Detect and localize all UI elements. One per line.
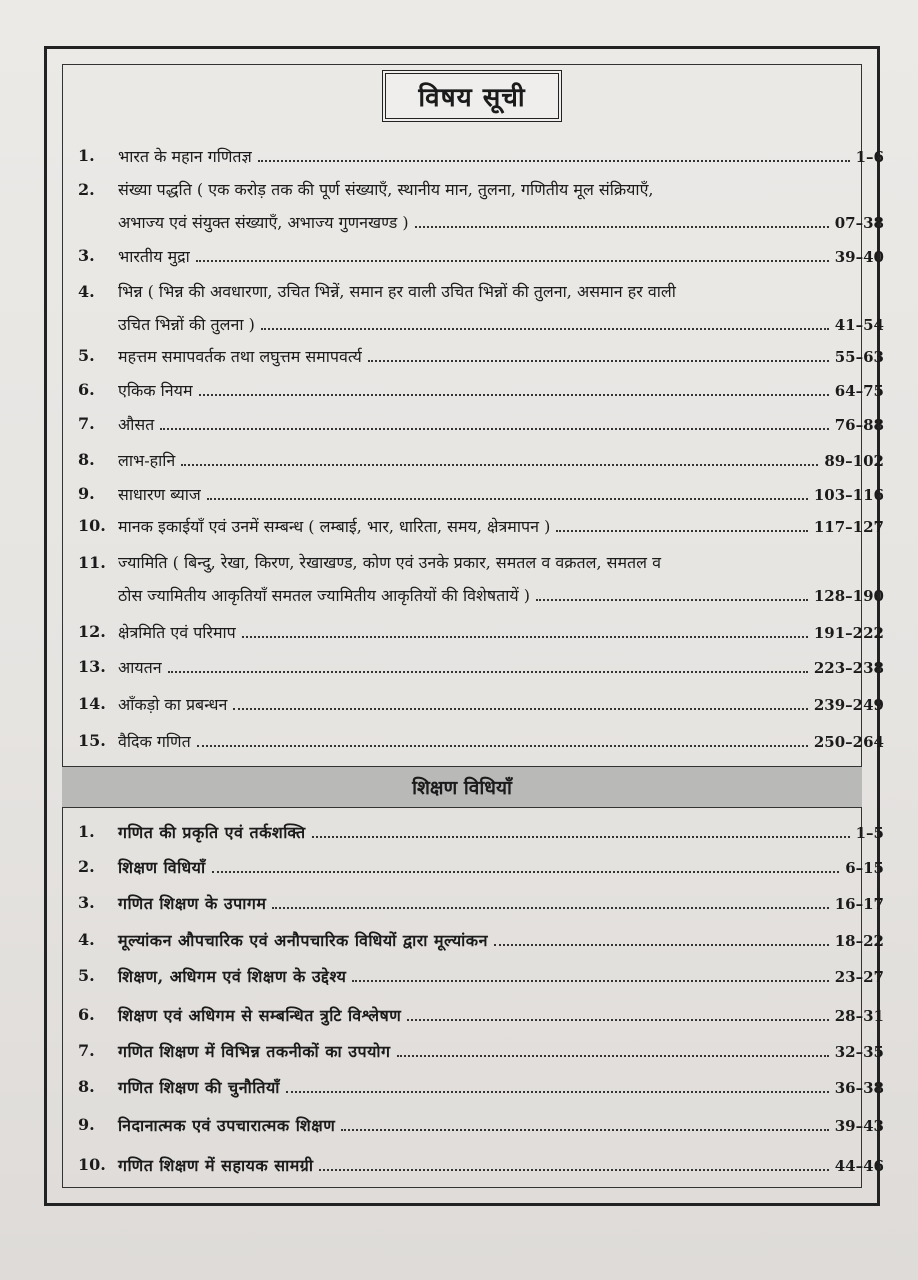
entry-title: आयतन [118, 658, 162, 677]
entry-line [118, 516, 884, 537]
entry-number: 2. [78, 180, 95, 199]
entry-title: गणित की प्रकृति एवं तर्कशक्ति [118, 823, 306, 842]
dot-leader [494, 930, 829, 946]
entry-line [118, 622, 884, 643]
entry-number: 6. [78, 380, 95, 399]
entry-page-range: 41–54 [834, 316, 884, 334]
dot-leader [312, 822, 850, 838]
dot-leader [233, 694, 808, 710]
entry-title: गणित शिक्षण की चुनौतियाँ [118, 1078, 280, 1097]
entry-number: 2. [78, 857, 95, 876]
entry-number: 11. [78, 553, 106, 572]
entry-page-range: 39–40 [834, 248, 884, 266]
entry-line [118, 414, 884, 435]
entry-line [118, 1005, 884, 1026]
entry-page-range: 6–15 [845, 859, 884, 877]
entry-page-range: 89–102 [824, 452, 884, 470]
entry-page-range: 64–75 [834, 382, 884, 400]
dot-leader [181, 450, 818, 466]
entry-number: 8. [78, 1077, 95, 1096]
dot-leader [415, 212, 829, 228]
page-title: विषय सूची [382, 70, 562, 122]
entry-title: संख्या पद्धति ( एक करोड़ तक की पूर्ण संख्याएँ, स्थानीय मान, तुलना, गणितीय मूल संक्रियाएँ, [118, 180, 654, 199]
entry-page-range: 1–6 [855, 148, 884, 166]
entry-number: 8. [78, 450, 95, 469]
entry-page-range: 76–88 [834, 416, 884, 434]
entry-line [118, 1041, 884, 1062]
entry-line [118, 731, 884, 752]
entry-title: गणित शिक्षण में विभिन्न तकनीकों का उपयोग [118, 1042, 391, 1061]
entry-line [118, 966, 884, 987]
entry-page-range: 223–238 [813, 659, 884, 677]
dot-leader [352, 966, 828, 982]
dot-leader [368, 346, 829, 362]
entry-page-range: 28–31 [834, 1007, 884, 1025]
dot-leader [160, 414, 828, 430]
entry-number: 15. [78, 731, 106, 750]
dot-leader [207, 484, 808, 500]
entry-number: 7. [78, 414, 95, 433]
entry-title: साधारण ब्याज [118, 485, 201, 504]
entry-line [118, 1077, 884, 1098]
entry-number: 1. [78, 822, 95, 841]
entry-title: गणित शिक्षण के उपागम [118, 894, 267, 913]
entry-number: 4. [78, 930, 95, 949]
entry-line [118, 893, 884, 914]
entry-page-range: 55–63 [834, 348, 884, 366]
entry-title: भारतीय मुद्रा [118, 247, 190, 266]
entry-title: आँकड़ो का प्रबन्धन [118, 695, 228, 714]
entry-line [118, 553, 884, 573]
entry-page-range: 23–27 [834, 968, 884, 986]
entry-number: 3. [78, 246, 95, 265]
entry-page-range: 117–127 [813, 518, 884, 536]
entry-number: 3. [78, 893, 95, 912]
entry-page-range: 16–17 [834, 895, 884, 913]
entry-title: शिक्षण विधियाँ [118, 858, 206, 877]
entry-title: भिन्न ( भिन्न की अवधारणा, उचित भिन्नें, समान हर वाली उचित भिन्नों की तुलना, असमान हर वाली [118, 282, 676, 301]
dot-leader [272, 893, 828, 909]
entry-title: शिक्षण एवं अधिगम से सम्बन्धित त्रुटि विश्लेषण [118, 1006, 402, 1025]
entry-line [118, 450, 884, 471]
entry-line [118, 857, 884, 878]
entry-line [118, 930, 884, 951]
entry-page-range: 250–264 [813, 733, 884, 751]
entry-title: वैदिक गणित [118, 732, 191, 751]
dot-leader [168, 657, 808, 673]
entry-line [118, 380, 884, 401]
entry-number: 9. [78, 484, 95, 503]
entry-line [118, 146, 884, 167]
dot-leader [197, 731, 808, 747]
entry-number: 10. [78, 516, 106, 535]
entry-page-range: 128–190 [813, 587, 884, 605]
entry-page-range: 39–43 [834, 1117, 884, 1135]
entry-line [118, 1155, 884, 1176]
entry-number: 7. [78, 1041, 95, 1060]
entry-number: 5. [78, 966, 95, 985]
dot-leader [258, 146, 850, 162]
entry-title: निदानात्मक एवं उपचारात्मक शिक्षण [118, 1116, 336, 1135]
entry-title-continued: उचित भिन्नों की तुलना ) [118, 315, 255, 334]
dot-leader [261, 314, 829, 330]
entry-number: 9. [78, 1115, 95, 1134]
entry-title: भारत के महान गणितज्ञ [118, 147, 252, 166]
dot-leader [196, 246, 829, 262]
entry-title: एकिक नियम [118, 381, 193, 400]
entry-title-continued: ठोस ज्यामितीय आकृतियाँ समतल ज्यामितीय आकृतियों की विशेषतायें ) [118, 586, 531, 605]
entry-line [118, 282, 884, 302]
entry-number: 10. [78, 1155, 106, 1174]
dot-leader [556, 516, 808, 532]
dot-leader [319, 1155, 828, 1171]
dot-leader [397, 1041, 829, 1057]
entry-title: गणित शिक्षण में सहायक सामग्री [118, 1156, 314, 1175]
entry-page-range: 32–35 [834, 1043, 884, 1061]
entry-page-range: 36–38 [834, 1079, 884, 1097]
dot-leader [242, 622, 808, 638]
entry-title: मूल्यांकन औपचारिक एवं अनौपचारिक विधियों द्वारा मूल्यांकन [118, 931, 488, 950]
dot-leader [341, 1115, 828, 1131]
entry-number: 14. [78, 694, 106, 713]
entry-page-range: 191–222 [813, 624, 884, 642]
dot-leader [212, 857, 840, 873]
entry-page-range: 07–38 [834, 214, 884, 232]
entry-number: 1. [78, 146, 95, 165]
entry-line [118, 314, 884, 335]
dot-leader [407, 1005, 828, 1021]
entry-title: क्षेत्रमिति एवं परिमाप [118, 623, 236, 642]
entry-title: ज्यामिति ( बिन्दु, रेखा, किरण, रेखाखण्ड, कोण एवं उनके प्रकार, समतल व वक्रतल, समतल व [118, 553, 661, 572]
entry-number: 13. [78, 657, 106, 676]
section-heading-teaching-methods: शिक्षण विधियाँ [62, 766, 862, 808]
entry-number: 4. [78, 282, 95, 301]
entry-number: 12. [78, 622, 106, 641]
entry-title: मानक इकाईयाँ एवं उनमें सम्बन्ध ( लम्बाई, भार, धारिता, समय, क्षेत्रमापन ) [118, 517, 551, 536]
entry-page-range: 239–249 [813, 696, 884, 714]
entry-title: औसत [118, 415, 155, 434]
entry-line [118, 585, 884, 606]
dot-leader [536, 585, 808, 601]
entry-line [118, 346, 884, 367]
entry-line [118, 180, 884, 200]
entry-line [118, 484, 884, 505]
entry-title: लाभ-हानि [118, 451, 176, 470]
entry-page-range: 1–5 [855, 824, 884, 842]
entry-page-range: 103–116 [813, 486, 884, 504]
entry-number: 5. [78, 346, 95, 365]
dot-leader [199, 380, 829, 396]
entry-title: शिक्षण, अधिगम एवं शिक्षण के उद्देश्य [118, 967, 347, 986]
entry-number: 6. [78, 1005, 95, 1024]
entry-line [118, 694, 884, 715]
entry-line [118, 246, 884, 267]
entry-line [118, 657, 884, 678]
entry-line [118, 1115, 884, 1136]
entry-page-range: 18–22 [834, 932, 884, 950]
dot-leader [286, 1077, 829, 1093]
entry-line [118, 212, 884, 233]
entry-page-range: 44–46 [834, 1157, 884, 1175]
entry-line [118, 822, 884, 843]
entry-title-continued: अभाज्य एवं संयुक्त संख्याएँ, अभाज्य गुणनखण्ड ) [118, 213, 409, 232]
entry-title: महत्तम समापवर्तक तथा लघुत्तम समापवर्त्य [118, 347, 362, 366]
